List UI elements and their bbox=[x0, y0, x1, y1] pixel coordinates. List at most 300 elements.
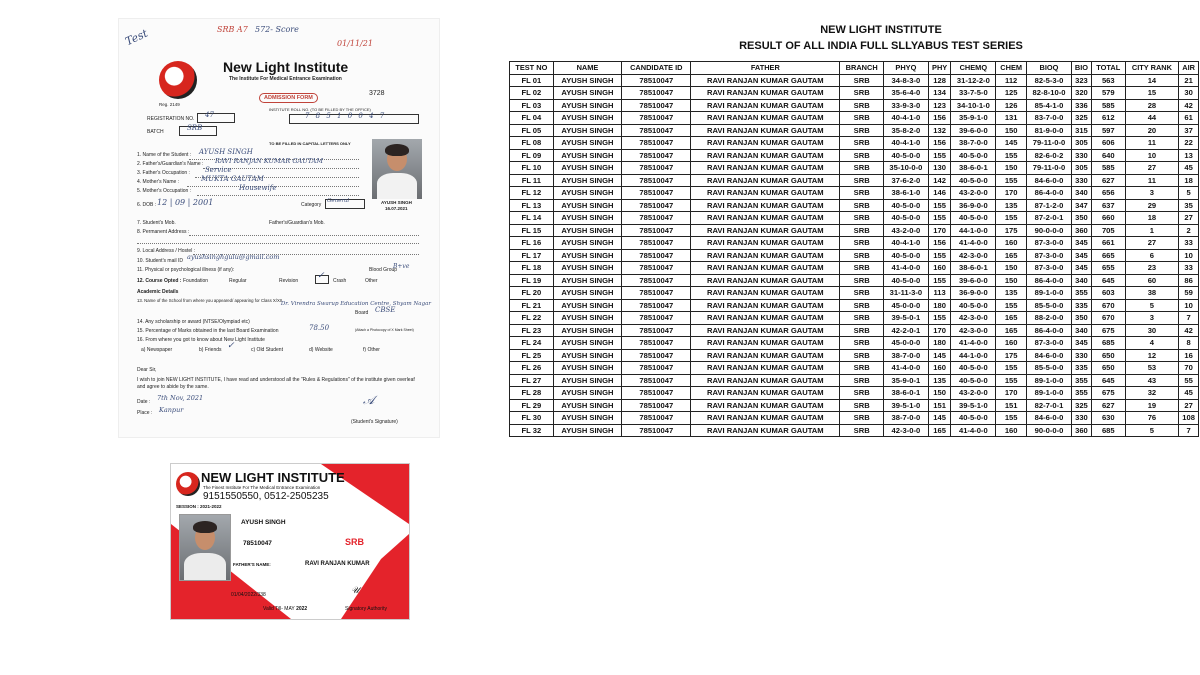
table-cell: 579 bbox=[1091, 87, 1125, 100]
table-cell: 330 bbox=[1071, 349, 1091, 362]
date-label: Date : bbox=[137, 399, 151, 405]
course-crash: Crash bbox=[333, 278, 347, 284]
table-cell: 78510047 bbox=[622, 137, 691, 150]
results-body bbox=[510, 74, 1199, 437]
table-row bbox=[510, 87, 1199, 100]
table-row bbox=[510, 187, 1199, 200]
dob-label: 6. DOB : bbox=[137, 202, 157, 208]
table-cell: 42-3-0-0 bbox=[951, 249, 996, 262]
batch-label: BATCH bbox=[147, 129, 164, 135]
table-cell: 78510047 bbox=[622, 212, 691, 225]
table-cell: 151 bbox=[996, 399, 1027, 412]
table-cell: 30 bbox=[1125, 324, 1179, 337]
table-cell: SRB bbox=[840, 237, 884, 250]
table-cell: 23 bbox=[1125, 262, 1179, 275]
table-cell: 38-7-0-0 bbox=[884, 412, 929, 425]
table-cell: 3 bbox=[1125, 187, 1179, 200]
table-cell: 84-6-0-0 bbox=[1027, 349, 1072, 362]
table-cell: 40-5-0-0 bbox=[951, 299, 996, 312]
registration-label: REGISTRATION NO. bbox=[147, 116, 195, 122]
table-cell: 39-5-1-0 bbox=[951, 399, 996, 412]
table-cell: 42-2-0-1 bbox=[884, 324, 929, 337]
table-row bbox=[510, 162, 1199, 175]
table-cell: 78510047 bbox=[622, 237, 691, 250]
table-cell: AYUSH SINGH bbox=[553, 362, 622, 375]
table-cell: 34-8-3-0 bbox=[884, 74, 929, 87]
table-cell: 70 bbox=[1179, 362, 1199, 375]
card-photo bbox=[179, 514, 231, 581]
table-cell: RAVI RANJAN KUMAR GAUTAM bbox=[691, 262, 840, 275]
table-cell: 355 bbox=[1071, 374, 1091, 387]
table-cell: 87-3-0-0 bbox=[1027, 337, 1072, 350]
card-signature-icon: 𝒰 bbox=[351, 586, 360, 596]
table-cell: 135 bbox=[996, 199, 1027, 212]
table-cell: 78510047 bbox=[622, 99, 691, 112]
table-cell: 40-4-1-0 bbox=[884, 237, 929, 250]
table-cell: 175 bbox=[996, 224, 1027, 237]
father-mob-label: Father's/Guardian's Mob. bbox=[269, 220, 325, 226]
table-cell: 82-8-10-0 bbox=[1027, 87, 1072, 100]
table-cell: 85-5-0-0 bbox=[1027, 299, 1072, 312]
table-cell: 40-5-0-0 bbox=[951, 149, 996, 162]
table-cell: RAVI RANJAN KUMAR GAUTAM bbox=[691, 224, 840, 237]
table-cell: FL 12 bbox=[510, 187, 554, 200]
table-cell: 345 bbox=[1071, 249, 1091, 262]
table-row bbox=[510, 412, 1199, 425]
results-section bbox=[509, 22, 1193, 437]
table-cell: SRB bbox=[840, 224, 884, 237]
table-cell: SRB bbox=[840, 312, 884, 325]
table-cell: 78510047 bbox=[622, 374, 691, 387]
table-cell: 355 bbox=[1071, 387, 1091, 400]
table-cell: 155 bbox=[996, 299, 1027, 312]
table-cell: SRB bbox=[840, 274, 884, 287]
table-cell: AYUSH SINGH bbox=[553, 224, 622, 237]
table-cell: 165 bbox=[996, 249, 1027, 262]
table-cell: 27 bbox=[1179, 399, 1199, 412]
card-batch: SRB bbox=[345, 537, 365, 547]
table-cell: 7 bbox=[1179, 424, 1199, 437]
card-father-name: RAVI RANJAN KUMAR bbox=[305, 561, 370, 567]
reg-number: Reg. 2149 bbox=[159, 102, 180, 107]
table-cell: 78510047 bbox=[622, 387, 691, 400]
table-row bbox=[510, 299, 1199, 312]
table-cell: 82-5-3-0 bbox=[1027, 74, 1072, 87]
table-cell: 156 bbox=[928, 237, 951, 250]
table-cell: 36-9-0-0 bbox=[951, 287, 996, 300]
table-cell: 38-6-0-1 bbox=[884, 387, 929, 400]
table-cell: RAVI RANJAN KUMAR GAUTAM bbox=[691, 337, 840, 350]
table-cell: AYUSH SINGH bbox=[553, 274, 622, 287]
table-cell: 627 bbox=[1091, 174, 1125, 187]
table-cell: AYUSH SINGH bbox=[553, 337, 622, 350]
table-cell: SRB bbox=[840, 137, 884, 150]
table-cell: 155 bbox=[996, 149, 1027, 162]
table-cell: 40-5-0-0 bbox=[884, 249, 929, 262]
table-cell: 112 bbox=[996, 74, 1027, 87]
table-cell: 35-8-2-0 bbox=[884, 124, 929, 137]
table-cell: 563 bbox=[1091, 74, 1125, 87]
table-cell: 340 bbox=[1071, 187, 1091, 200]
results-header-cell: TOTAL bbox=[1091, 62, 1125, 75]
table-cell: FL 21 bbox=[510, 299, 554, 312]
photo-caption-name: AYUSH SINGH bbox=[381, 200, 412, 205]
table-cell: SRB bbox=[840, 74, 884, 87]
table-cell: 7 bbox=[1179, 312, 1199, 325]
table-cell: 30 bbox=[1179, 87, 1199, 100]
course-regular: Regular bbox=[229, 278, 247, 284]
table-cell: 76 bbox=[1125, 412, 1179, 425]
table-cell: 155 bbox=[928, 249, 951, 262]
table-cell: 38-7-0-0 bbox=[951, 137, 996, 150]
table-cell: 53 bbox=[1125, 362, 1179, 375]
table-cell: AYUSH SINGH bbox=[553, 137, 622, 150]
table-cell: AYUSH SINGH bbox=[553, 199, 622, 212]
table-cell: 82-6-0-2 bbox=[1027, 149, 1072, 162]
table-cell: 1 bbox=[1125, 224, 1179, 237]
table-cell: 685 bbox=[1091, 337, 1125, 350]
source-old-student: c) Old Student bbox=[251, 347, 283, 353]
table-cell: 33-9-3-0 bbox=[884, 99, 929, 112]
table-cell: 650 bbox=[1091, 362, 1125, 375]
table-cell: 170 bbox=[996, 387, 1027, 400]
table-cell: RAVI RANJAN KUMAR GAUTAM bbox=[691, 187, 840, 200]
table-cell: FL 28 bbox=[510, 387, 554, 400]
results-header-cell: TEST NO bbox=[510, 62, 554, 75]
table-row bbox=[510, 137, 1199, 150]
table-cell: 145 bbox=[928, 412, 951, 425]
table-row bbox=[510, 374, 1199, 387]
table-cell: 39-5-0-1 bbox=[884, 312, 929, 325]
table-cell: 40-4-1-0 bbox=[884, 112, 929, 125]
table-cell: 360 bbox=[1071, 224, 1091, 237]
table-cell: 78510047 bbox=[622, 149, 691, 162]
table-cell: FL 14 bbox=[510, 212, 554, 225]
table-row bbox=[510, 337, 1199, 350]
table-cell: 78510047 bbox=[622, 74, 691, 87]
table-cell: FL 32 bbox=[510, 424, 554, 437]
table-cell: 87-3-0-0 bbox=[1027, 237, 1072, 250]
table-cell: 27 bbox=[1125, 162, 1179, 175]
table-cell: 83-7-0-0 bbox=[1027, 112, 1072, 125]
table-cell: 79-11-0-0 bbox=[1027, 162, 1072, 175]
photo-caption-date: 16.07.2021 bbox=[385, 206, 408, 211]
table-row bbox=[510, 399, 1199, 412]
admission-form bbox=[118, 18, 440, 438]
table-cell: SRB bbox=[840, 112, 884, 125]
course-label: 12. Course Opted : bbox=[137, 278, 182, 284]
table-cell: AYUSH SINGH bbox=[553, 124, 622, 137]
table-row bbox=[510, 262, 1199, 275]
table-cell: 12 bbox=[1125, 349, 1179, 362]
table-cell: 170 bbox=[996, 187, 1027, 200]
table-cell: 90-0-0-0 bbox=[1027, 224, 1072, 237]
table-cell: 150 bbox=[996, 262, 1027, 275]
table-cell: SRB bbox=[840, 99, 884, 112]
table-cell: 325 bbox=[1071, 112, 1091, 125]
roll-label: INSTITUTE ROLL NO. (TO BE FILLED BY THE OFFICE) bbox=[269, 107, 371, 112]
table-cell: 89-1-0-0 bbox=[1027, 287, 1072, 300]
results-header-cell: NAME bbox=[553, 62, 622, 75]
table-cell: 79-11-0-0 bbox=[1027, 137, 1072, 150]
table-cell: 35 bbox=[1179, 199, 1199, 212]
table-cell: 5 bbox=[1125, 424, 1179, 437]
table-cell: RAVI RANJAN KUMAR GAUTAM bbox=[691, 424, 840, 437]
table-cell: 145 bbox=[996, 137, 1027, 150]
table-cell: 350 bbox=[1071, 212, 1091, 225]
table-cell: 585 bbox=[1091, 99, 1125, 112]
results-header-cell: FATHER bbox=[691, 62, 840, 75]
table-cell: 645 bbox=[1091, 274, 1125, 287]
table-cell: FL 01 bbox=[510, 74, 554, 87]
table-cell: SRB bbox=[840, 187, 884, 200]
table-cell: AYUSH SINGH bbox=[553, 249, 622, 262]
table-cell: 44-1-0-0 bbox=[951, 224, 996, 237]
id-card bbox=[170, 463, 410, 620]
table-cell: 40-5-0-0 bbox=[951, 412, 996, 425]
table-cell: 165 bbox=[996, 312, 1027, 325]
table-cell: 43 bbox=[1125, 374, 1179, 387]
table-cell: 60 bbox=[1125, 274, 1179, 287]
dob-value: 12 | 09 | 2001 bbox=[157, 198, 214, 207]
table-cell: RAVI RANJAN KUMAR GAUTAM bbox=[691, 149, 840, 162]
table-cell: 28 bbox=[1125, 99, 1179, 112]
course-revision: Revision bbox=[279, 278, 299, 284]
table-row bbox=[510, 149, 1199, 162]
table-row bbox=[510, 312, 1199, 325]
table-cell: 40-5-0-0 bbox=[951, 362, 996, 375]
table-cell: 14 bbox=[1125, 74, 1179, 87]
results-header-row bbox=[510, 62, 1199, 75]
table-cell: SRB bbox=[840, 149, 884, 162]
table-cell: 175 bbox=[996, 349, 1027, 362]
table-cell: RAVI RANJAN KUMAR GAUTAM bbox=[691, 249, 840, 262]
school-value: Dr. Virendra Swarup Education Centre, Shyam Nagar bbox=[280, 301, 431, 307]
results-header-cell: PHY bbox=[928, 62, 951, 75]
table-cell: RAVI RANJAN KUMAR GAUTAM bbox=[691, 312, 840, 325]
table-cell: AYUSH SINGH bbox=[553, 412, 622, 425]
table-cell: 43-2-0-0 bbox=[951, 387, 996, 400]
institute-logo-icon bbox=[159, 61, 197, 99]
blood-group-value: B+ve bbox=[393, 263, 410, 270]
table-cell: 84-6-0-0 bbox=[1027, 412, 1072, 425]
table-cell: AYUSH SINGH bbox=[553, 312, 622, 325]
table-cell: 585 bbox=[1091, 162, 1125, 175]
table-cell: 19 bbox=[1125, 399, 1179, 412]
table-cell: 165 bbox=[996, 324, 1027, 337]
table-cell: SRB bbox=[840, 299, 884, 312]
table-cell: 38-6-0-1 bbox=[951, 162, 996, 175]
capital-note: TO BE FILLED IN CAPITAL LETTERS ONLY bbox=[269, 141, 351, 146]
table-cell: 44 bbox=[1125, 112, 1179, 125]
board-value: CBSE bbox=[375, 306, 396, 314]
table-cell: SRB bbox=[840, 424, 884, 437]
table-cell: 8 bbox=[1179, 337, 1199, 350]
mother-occupation-label: 5. Mother's Occupation : bbox=[137, 188, 192, 194]
table-cell: 155 bbox=[996, 212, 1027, 225]
source-friends: b) Friends bbox=[199, 347, 222, 353]
student-photo bbox=[372, 139, 422, 199]
card-session: SESSION : 2021-2022 bbox=[176, 504, 222, 509]
percentage-label: 15. Percentage of Marks obtained in the last Board Examination bbox=[137, 328, 279, 334]
table-cell: 78510047 bbox=[622, 224, 691, 237]
table-cell: 320 bbox=[1071, 87, 1091, 100]
table-cell: AYUSH SINGH bbox=[553, 187, 622, 200]
table-cell: AYUSH SINGH bbox=[553, 174, 622, 187]
table-cell: 606 bbox=[1091, 137, 1125, 150]
table-cell: 132 bbox=[928, 124, 951, 137]
table-cell: 39-5-1-0 bbox=[884, 399, 929, 412]
table-cell: 345 bbox=[1071, 337, 1091, 350]
table-cell: 330 bbox=[1071, 174, 1091, 187]
table-cell: SRB bbox=[840, 87, 884, 100]
table-cell: 126 bbox=[996, 99, 1027, 112]
table-row bbox=[510, 174, 1199, 187]
table-cell: 155 bbox=[996, 374, 1027, 387]
table-cell: 134 bbox=[928, 87, 951, 100]
table-row bbox=[510, 287, 1199, 300]
student-name-label: 1. Name of the Student : bbox=[137, 152, 192, 158]
table-cell: 347 bbox=[1071, 199, 1091, 212]
local-address-label: 9. Local Address / Hostel : bbox=[137, 248, 196, 254]
annotation-batch: SRB A7 bbox=[217, 25, 248, 34]
table-cell: 78510047 bbox=[622, 124, 691, 137]
table-cell: 29 bbox=[1125, 199, 1179, 212]
card-student-name: AYUSH SINGH bbox=[241, 519, 286, 526]
form-title: ADMISSION FORM bbox=[259, 93, 318, 103]
table-cell: 39-6-0-0 bbox=[951, 124, 996, 137]
table-cell: 55 bbox=[1179, 374, 1199, 387]
table-cell: 3 bbox=[1125, 312, 1179, 325]
table-cell: 345 bbox=[1071, 237, 1091, 250]
academic-heading: Academic Details bbox=[137, 289, 179, 295]
table-cell: 38-6-1-0 bbox=[884, 187, 929, 200]
results-header-cell: CHEMQ bbox=[951, 62, 996, 75]
percentage-value: 78.50 bbox=[309, 324, 330, 332]
table-cell: 45-0-0-0 bbox=[884, 337, 929, 350]
table-cell: 41-4-0-0 bbox=[951, 237, 996, 250]
table-cell: 15 bbox=[1125, 87, 1179, 100]
table-cell: 180 bbox=[928, 337, 951, 350]
table-cell: FL 25 bbox=[510, 349, 554, 362]
table-row bbox=[510, 99, 1199, 112]
card-tagline: The Finest Institute For The Medical Entrance Examination bbox=[203, 485, 321, 490]
table-row bbox=[510, 362, 1199, 375]
table-cell: 78510047 bbox=[622, 337, 691, 350]
table-cell: SRB bbox=[840, 162, 884, 175]
card-signatory: Signatory Authority bbox=[345, 606, 387, 612]
table-cell: 650 bbox=[1091, 349, 1125, 362]
table-cell: 45 bbox=[1179, 387, 1199, 400]
table-cell: AYUSH SINGH bbox=[553, 399, 622, 412]
table-cell: 41-4-0-0 bbox=[884, 362, 929, 375]
table-cell: 35-6-4-0 bbox=[884, 87, 929, 100]
course-other: Other bbox=[365, 278, 378, 284]
table-cell: AYUSH SINGH bbox=[553, 112, 622, 125]
table-cell: FL 27 bbox=[510, 374, 554, 387]
table-cell: FL 13 bbox=[510, 199, 554, 212]
table-cell: 165 bbox=[928, 424, 951, 437]
table-cell: 78510047 bbox=[622, 262, 691, 275]
table-cell: SRB bbox=[840, 362, 884, 375]
table-cell: 11 bbox=[1125, 137, 1179, 150]
table-cell: 85-5-0-0 bbox=[1027, 362, 1072, 375]
table-row bbox=[510, 349, 1199, 362]
table-cell: 630 bbox=[1091, 412, 1125, 425]
batch-value: SRB bbox=[187, 124, 203, 132]
table-cell: 40-5-0-0 bbox=[884, 199, 929, 212]
table-cell: 78510047 bbox=[622, 187, 691, 200]
table-cell: 27 bbox=[1179, 212, 1199, 225]
table-cell: 155 bbox=[996, 412, 1027, 425]
registration-value: 47 bbox=[205, 111, 214, 119]
salutation: Dear Sir, bbox=[137, 367, 157, 373]
table-cell: FL 26 bbox=[510, 362, 554, 375]
table-cell: FL 15 bbox=[510, 224, 554, 237]
table-cell: 128 bbox=[928, 74, 951, 87]
table-cell: FL 30 bbox=[510, 412, 554, 425]
table-cell: 21 bbox=[1179, 74, 1199, 87]
table-cell: 43-2-0-0 bbox=[884, 224, 929, 237]
table-cell: RAVI RANJAN KUMAR GAUTAM bbox=[691, 399, 840, 412]
table-cell: 335 bbox=[1071, 362, 1091, 375]
annotation-test: Test bbox=[123, 26, 150, 49]
table-cell: FL 04 bbox=[510, 112, 554, 125]
table-cell: 82-7-0-1 bbox=[1027, 399, 1072, 412]
source-newspaper: a) Newspaper bbox=[141, 347, 173, 353]
table-cell: 18 bbox=[1179, 174, 1199, 187]
table-cell: FL 22 bbox=[510, 312, 554, 325]
physical-label: 11. Physical or psychological illness (if any): bbox=[137, 267, 235, 273]
table-cell: 41-4-0-0 bbox=[884, 262, 929, 275]
card-roll: 78510047 bbox=[243, 540, 272, 547]
table-cell: 78510047 bbox=[622, 87, 691, 100]
table-cell: 131 bbox=[996, 112, 1027, 125]
table-cell: 42-3-0-0 bbox=[951, 312, 996, 325]
table-cell: 330 bbox=[1071, 149, 1091, 162]
signature-label: (Student's Signature) bbox=[351, 419, 398, 425]
table-row bbox=[510, 424, 1199, 437]
table-cell: 10 bbox=[1125, 149, 1179, 162]
table-cell: 315 bbox=[1071, 124, 1091, 137]
table-cell: FL 16 bbox=[510, 237, 554, 250]
table-cell: FL 09 bbox=[510, 149, 554, 162]
permanent-address-label: 8. Permanent Address : bbox=[137, 229, 190, 235]
table-cell: SRB bbox=[840, 287, 884, 300]
table-cell: AYUSH SINGH bbox=[553, 349, 622, 362]
table-cell: SRB bbox=[840, 262, 884, 275]
table-cell: 135 bbox=[996, 287, 1027, 300]
table-cell: AYUSH SINGH bbox=[553, 262, 622, 275]
card-reg: 01/04/2022/338 bbox=[231, 592, 266, 598]
table-cell: 31-11-3-0 bbox=[884, 287, 929, 300]
table-cell: 90-0-0-0 bbox=[1027, 424, 1072, 437]
table-cell: 340 bbox=[1071, 324, 1091, 337]
category-value: General bbox=[327, 198, 350, 204]
table-cell: RAVI RANJAN KUMAR GAUTAM bbox=[691, 299, 840, 312]
table-cell: RAVI RANJAN KUMAR GAUTAM bbox=[691, 74, 840, 87]
table-cell: SRB bbox=[840, 349, 884, 362]
table-cell: 38-7-0-0 bbox=[884, 349, 929, 362]
mother-name-label: 4. Mother's Name : bbox=[137, 179, 180, 185]
table-cell: 155 bbox=[928, 149, 951, 162]
table-cell: 45-0-0-0 bbox=[884, 299, 929, 312]
table-cell: 78510047 bbox=[622, 299, 691, 312]
table-cell: 335 bbox=[1071, 299, 1091, 312]
category-label: Category bbox=[301, 202, 322, 208]
table-cell: 27 bbox=[1125, 237, 1179, 250]
table-cell: FL 18 bbox=[510, 262, 554, 275]
